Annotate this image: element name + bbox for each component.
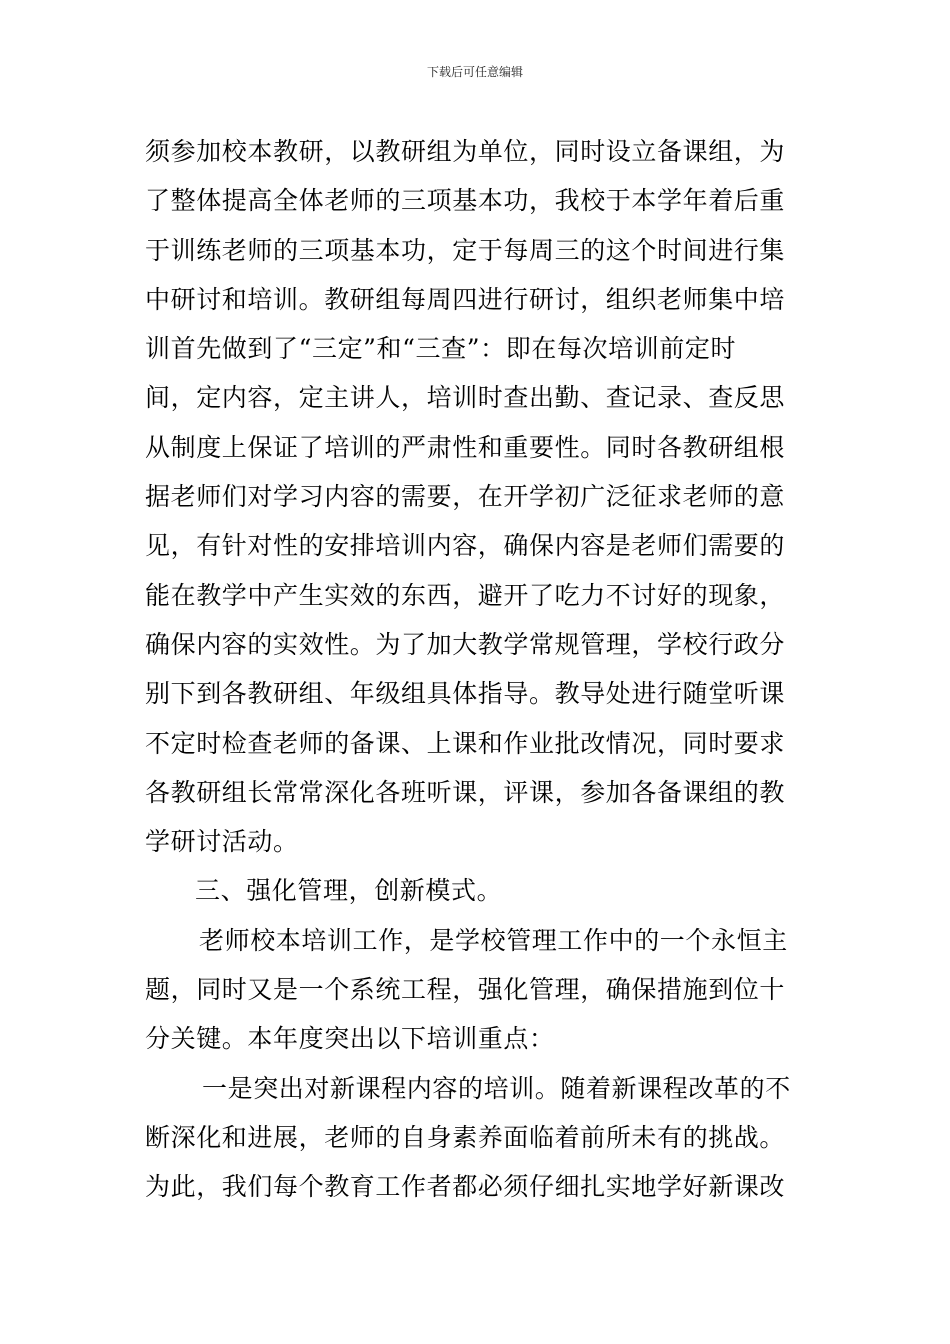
text-line: 见，有针对性的安排培训内容，确保内容是老师们需要的	[145, 531, 786, 561]
text-line: 从制度上保证了培训的严肃性和重要性。同时各教研组根	[145, 432, 786, 462]
text-line: 分关键。本年度突出以下培训重点：	[145, 1024, 555, 1054]
text-line: 老师校本培训工作，是学校管理工作中的一个永恒主	[199, 925, 788, 955]
text-line: 学研讨活动。	[145, 827, 299, 857]
text-line: 为此，我们每个教育工作者都必须仔细扎实地学好新课改	[145, 1172, 786, 1202]
page-header: 下载后可任意编辑	[426, 65, 523, 79]
text-line: 训首先做到了“三定”和“三查”：即在每次培训前定时	[145, 334, 737, 364]
text-line: 确保内容的实效性。为了加大教学常规管理，学校行政分	[145, 629, 786, 659]
text-line: 别下到各教研组、年级组具体指导。教导处进行随堂听课	[145, 679, 786, 709]
text-line: 了整体提高全体老师的三项基本功，我校于本学年着后重	[145, 186, 786, 216]
text-line: 断深化和进展，老师的自身素养面临着前所未有的挑战。	[145, 1122, 786, 1152]
text-line: 间，定内容，定主讲人，培训时查出勤、查记录、查反思	[145, 383, 786, 413]
text-line: 中研讨和培训。教研组每周四进行研讨，组织老师集中培	[145, 284, 786, 314]
text-line: 须参加校本教研，以教研组为单位，同时设立备课组，为	[145, 137, 786, 166]
text-line: 据老师们对学习内容的需要，在开学初广泛征求老师的意	[145, 482, 786, 512]
text-line: 于训练老师的三项基本功，定于每周三的这个时间进行集	[145, 235, 786, 265]
text-line: 能在教学中产生实效的东西，避开了吃力不讨好的现象，	[145, 580, 786, 610]
document-body	[145, 127, 810, 1212]
text-line: 不定时检查老师的备课、上课和作业批改情况，同时要求	[145, 728, 786, 758]
text-line: 一是突出对新课程内容的培训。随着新课程改革的不	[202, 1073, 791, 1103]
text-line: 各教研组长常常深化各班听课，评课，参加各备课组的教	[145, 777, 786, 807]
section-heading: 三、强化管理，创新模式。	[195, 876, 503, 906]
text-line: 题，同时又是一个系统工程，强化管理，确保措施到位十	[145, 975, 786, 1005]
